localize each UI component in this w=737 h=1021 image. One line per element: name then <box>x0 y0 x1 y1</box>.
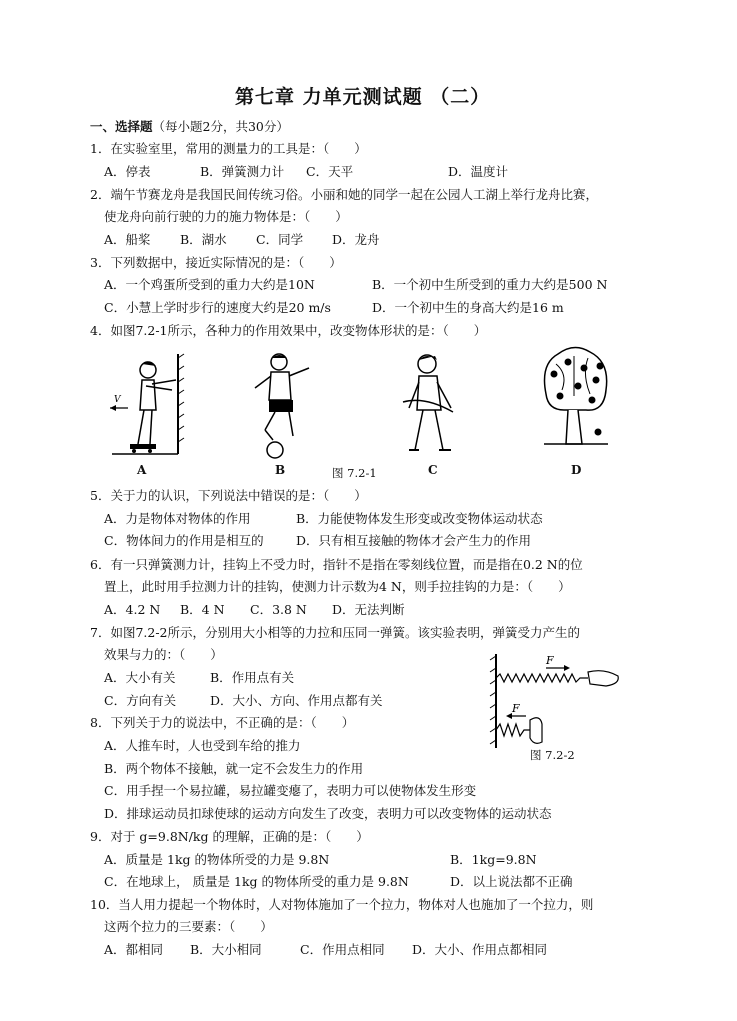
q6-option-d: D．无法判断 <box>332 602 405 617</box>
q3-option-c: C．小慧上学时步行的速度大约是20 m/s <box>104 300 331 315</box>
question-6-stem-line2: 置上，此时用手拉测力计的挂钩，使测力计示数为4 N，则手拉挂钩的力是：（ ） <box>104 579 571 594</box>
q2-option-a: A．船桨 <box>104 232 151 247</box>
section-heading <box>90 118 289 136</box>
question-10-stem-line1: 10．当人用力提起一个物体时，人对物体施加了一个拉力，物体对人也施加了一个拉力，则 <box>90 897 594 912</box>
question-8-stem: 8．下列关于力的说法中，不正确的是：（ ） <box>90 715 355 730</box>
q5-option-b: B．力能使物体发生形变或改变物体运动状态 <box>296 511 543 526</box>
q6-option-b: B．4 N <box>180 602 225 617</box>
q7-option-d: D．大小、方向、作用点都有关 <box>210 693 383 708</box>
figure-d-apple-tree <box>538 344 613 462</box>
q1-option-d: D．温度计 <box>448 164 509 179</box>
q8-option-a: A．人推车时，人也受到车给的推力 <box>104 738 301 753</box>
section-heading-label: 一、选择题 <box>90 119 153 134</box>
force-label-pull: F <box>546 654 554 667</box>
question-10-stem-line2: 这两个拉力的三要素：（ ） <box>104 919 273 934</box>
q8-option-c: C．用手捏一个易拉罐，易拉罐变瘪了，表明力可以使物体发生形变 <box>104 783 477 798</box>
q7-option-a: A．大小有关 <box>104 670 176 685</box>
figure-label-a: A <box>137 463 147 477</box>
q3-option-b: B．一个初中生所受到的重力大约是500 N <box>372 277 608 292</box>
q9-option-b: B．1kg=9.8N <box>450 852 537 867</box>
q3-option-d: D．一个初中生的身高大约是16 m <box>372 300 564 315</box>
figure-b-football <box>245 350 320 462</box>
q10-option-b: B．大小相同 <box>190 942 262 957</box>
figure-7-2-2-caption: 图 7.2-2 <box>530 748 575 762</box>
page-title: 第七章 力单元测试题 （二） <box>235 86 491 108</box>
velocity-label: V <box>114 395 121 405</box>
q8-option-b: B．两个物体不接触，就一定不会发生力的作用 <box>104 761 364 776</box>
q7-option-c: C．方向有关 <box>104 693 177 708</box>
question-6-stem-line1: 6．有一只弹簧测力计，挂钩上不受力时，指针不是指在零刻线位置，而是指在0.2 N的位 <box>90 557 583 572</box>
figure-label-b: B <box>275 463 286 477</box>
figure-c-archer <box>395 350 470 462</box>
q2-option-b: B．湖水 <box>180 232 227 247</box>
q5-option-a: A．力是物体对物体的作用 <box>104 511 251 526</box>
figure-label-c: C <box>428 463 438 477</box>
q2-option-d: D．龙舟 <box>332 232 380 247</box>
q3-option-a: A．一个鸡蛋所受到的重力大约是10N <box>104 277 315 292</box>
question-5-stem: 5．关于力的认识，下列说法中错误的是：（ ） <box>90 488 367 503</box>
q6-option-c: C．3.8 N <box>250 602 307 617</box>
q1-option-c: C．天平 <box>306 164 354 179</box>
q10-option-c: C．作用点相同 <box>300 942 385 957</box>
force-label-push: F <box>512 702 520 715</box>
q7-option-b: B．作用点有关 <box>210 670 295 685</box>
question-2-stem-line1: 2．端午节赛龙舟是我国民间传统习俗。小丽和她的同学一起在公园人工湖上举行龙舟比赛， <box>90 187 598 202</box>
q5-option-d: D．只有相互接触的物体才会产生力的作用 <box>296 533 532 548</box>
q9-option-d: D．以上说法都不正确 <box>450 874 573 889</box>
figure-label-d: D <box>571 463 582 477</box>
question-9-stem: 9．对于 g=9.8N/kg 的理解，正确的是：（ ） <box>90 829 369 844</box>
q1-option-b: B．弹簧测力计 <box>200 164 285 179</box>
figure-7-2-1-caption: 图 7.2-1 <box>332 466 377 480</box>
question-2-stem-line2: 使龙舟向前行驶的力的施力物体是：（ ） <box>104 209 348 224</box>
q6-option-a: A．4.2 N <box>104 602 161 617</box>
figure-7-2-2-springs <box>486 652 626 752</box>
q5-option-c: C．物体间力的作用是相互的 <box>104 533 264 548</box>
question-7-stem-line2: 效果与力的：（ ） <box>104 647 223 662</box>
question-1-stem: 1．在实验室里，常用的测量力的工具是：（ ） <box>90 141 367 156</box>
q10-option-d: D．大小、作用点都相同 <box>412 942 548 957</box>
q10-option-a: A．都相同 <box>104 942 164 957</box>
q9-option-a: A．质量是 1kg 的物体所受的力是 9.8N <box>104 852 330 867</box>
q2-option-c: C．同学 <box>256 232 304 247</box>
section-note: （每小题2分，共30分） <box>152 119 289 134</box>
question-3-stem: 3．下列数据中，接近实际情况的是：（ ） <box>90 255 342 270</box>
question-4-stem: 4．如图7.2-1所示，各种力的作用效果中，改变物体形状的是：（ ） <box>90 323 487 338</box>
figure-a-skater <box>106 350 188 462</box>
q8-option-d: D．排球运动员扣球使球的运动方向发生了改变，表明力可以改变物体的运动状态 <box>104 806 552 821</box>
q1-option-a: A．停表 <box>104 164 151 179</box>
question-7-stem-line1: 7．如图7.2-2所示，分别用大小相等的力拉和压同一弹簧。该实验表明，弹簧受力产生的 <box>90 625 581 640</box>
q9-option-c: C．在地球上， 质量是 1kg 的物体所受的重力是 9.8N <box>104 874 409 889</box>
